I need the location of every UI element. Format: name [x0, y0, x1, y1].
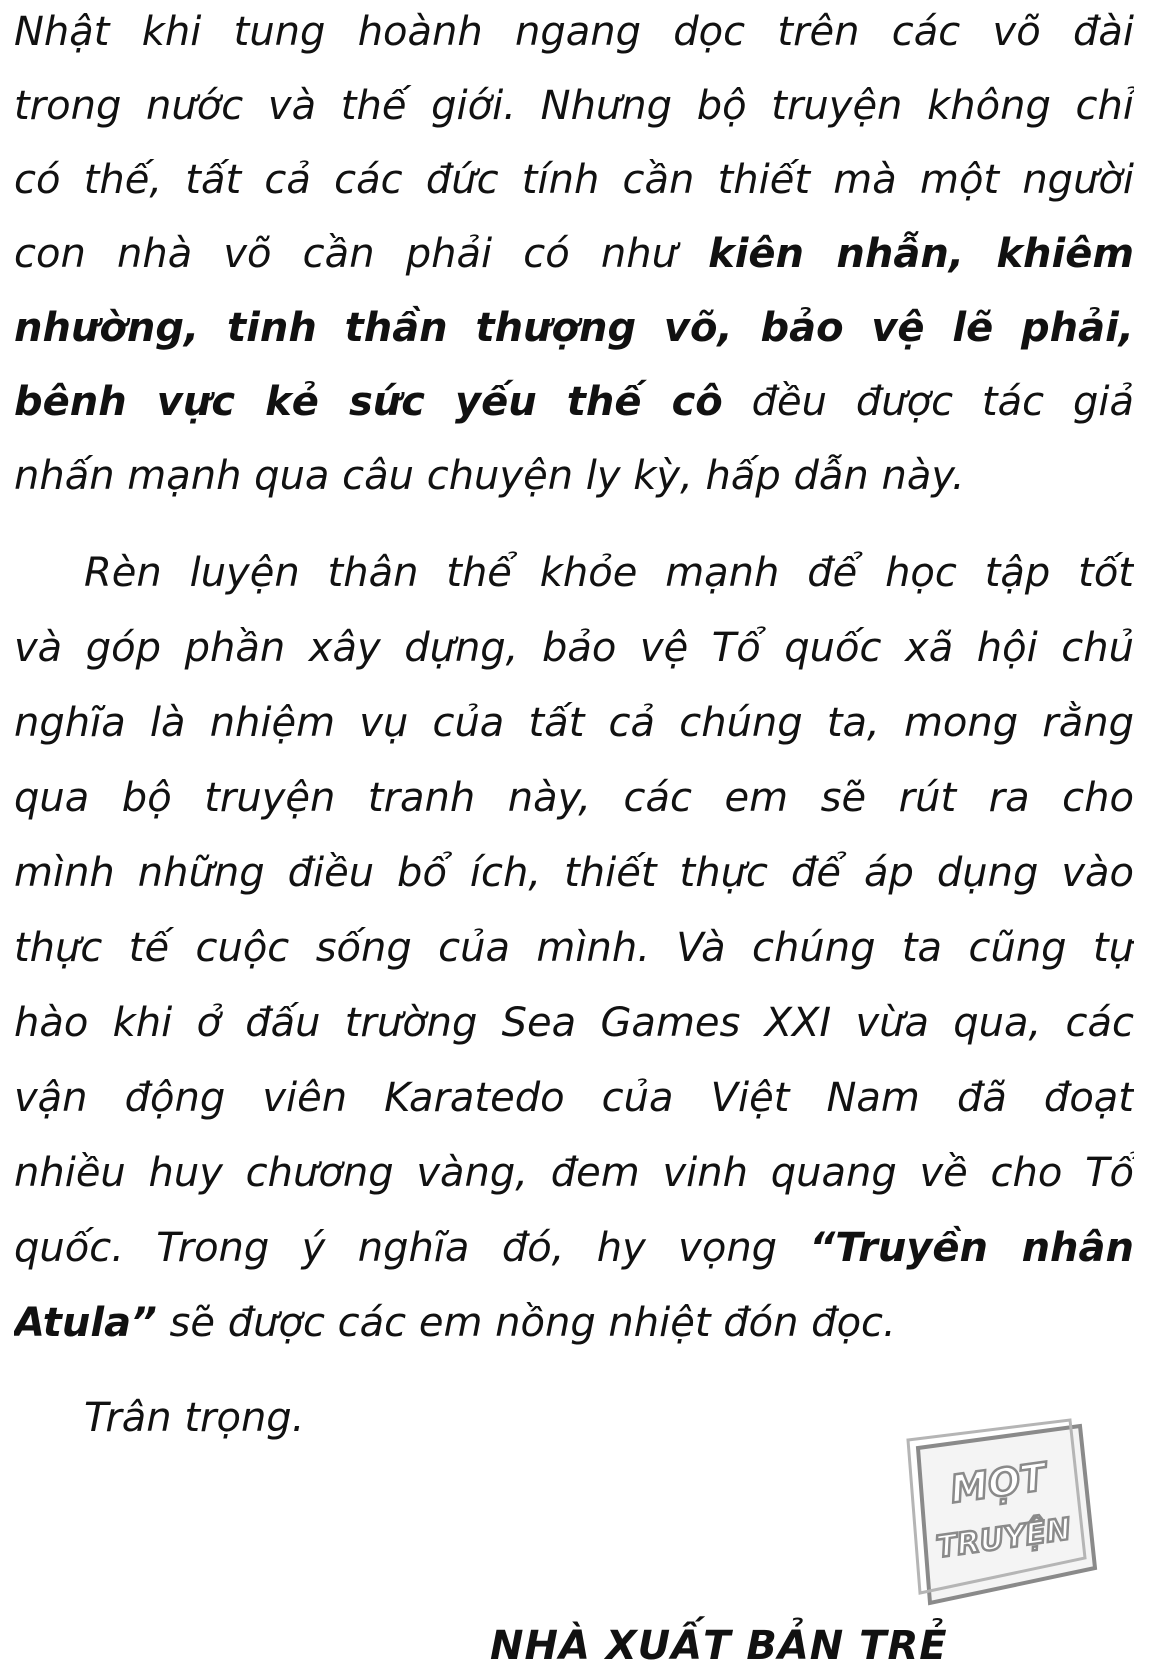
text-line: thực tế cuộc sống của mình. Và chúng ta cũng tự: [14, 925, 1134, 971]
text-line: và góp phần xây dựng, bảo vệ Tổ quốc xã hội chủ: [14, 625, 1134, 671]
text-line: con nhà võ cần phải có như kiên nhẫn, khiêm: [14, 231, 1134, 277]
text-line: mình những điều bổ ích, thiết thực để áp dụng vào: [14, 850, 1134, 896]
bold-emphasis: kiên nhẫn, khiêm: [708, 231, 1134, 277]
text-line: bênh vực kẻ sức yếu thế cô đều được tác giả: [14, 379, 1134, 425]
text-line: nhiều huy chương vàng, đem vinh quang về cho Tổ: [14, 1150, 1134, 1196]
text-line: Nhật khi tung hoành ngang dọc trên các võ đài: [14, 9, 1134, 55]
watermark-line1: MỌT: [947, 1454, 1049, 1512]
text-line: vận động viên Karatedo của Việt Nam đã đoạt: [14, 1075, 1134, 1121]
book-title: Atula”: [14, 1300, 157, 1346]
text-line: qua bộ truyện tranh này, các em sẽ rút ra cho: [14, 775, 1134, 821]
text-line: có thế, tất cả các đức tính cần thiết mà một người: [14, 157, 1134, 203]
watermark-logo: [900, 1418, 1100, 1608]
text-line: Rèn luyện thân thể khỏe mạnh để học tập tốt: [84, 550, 1134, 596]
closing-text: Trân trọng.: [84, 1395, 305, 1441]
text-line: trong nước và thế giới. Nhưng bộ truyện không chỉ: [14, 83, 1134, 129]
book-title: “Truyền nhân: [809, 1225, 1134, 1271]
bold-emphasis: bênh vực kẻ sức yếu thế cô: [14, 379, 723, 425]
text-line: Atula” sẽ được các em nồng nhiệt đón đọc.: [14, 1300, 896, 1346]
publisher-signature: NHÀ XUẤT BẢN TRẺ: [490, 1623, 948, 1669]
text-line: nhấn mạnh qua câu chuyện ly kỳ, hấp dẫn này.: [14, 453, 965, 499]
text-line: quốc. Trong ý nghĩa đó, hy vọng “Truyền nhân: [14, 1225, 1134, 1271]
text-line: hào khi ở đấu trường Sea Games XXI vừa qua, các: [14, 1000, 1134, 1046]
text-line: nhường, tinh thần thượng võ, bảo vệ lẽ phải,: [14, 305, 1134, 351]
text-line: nghĩa là nhiệm vụ của tất cả chúng ta, mong rằng: [14, 700, 1134, 746]
watermark-line2: TRUYỆN: [934, 1511, 1074, 1566]
